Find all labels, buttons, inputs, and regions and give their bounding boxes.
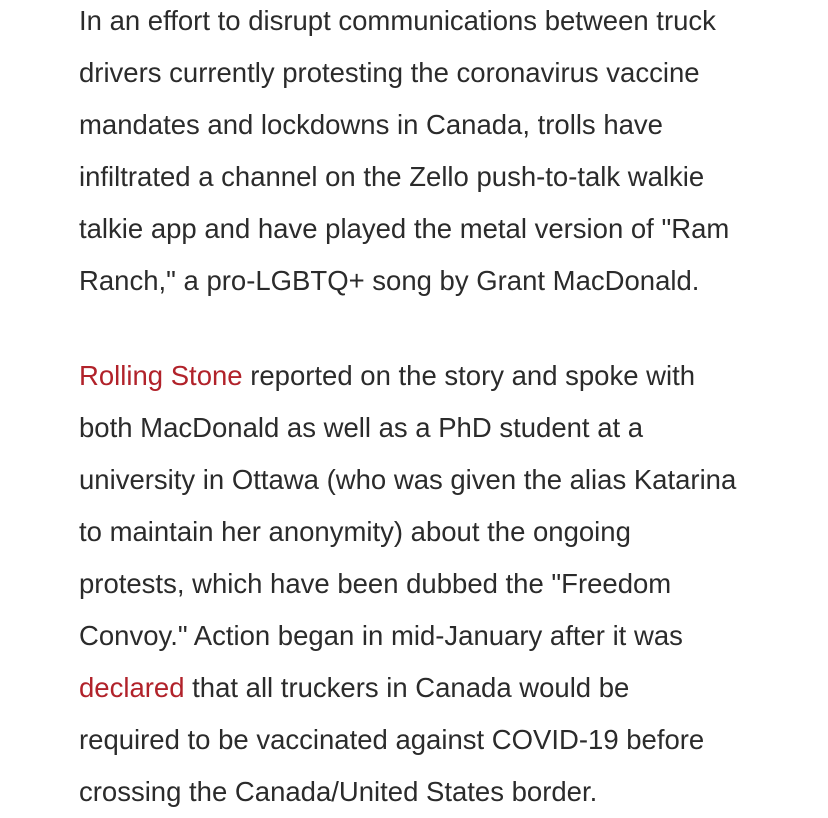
text-line: protests, which have been dubbed the "Freedom [79,568,672,599]
article-body [79,0,779,818]
text-line: drivers currently protesting the coronavirus vaccine [79,57,700,88]
paragraph-2 [79,350,779,818]
text-line: required to be vaccinated against COVID-19 before [79,724,705,755]
text-line: In an effort to disrupt communications between truck [79,5,716,36]
text-line: infiltrated a channel on the Zello push-to-talk walkie [79,161,705,192]
text-line: to maintain her anonymity) about the ongoing [79,516,631,547]
text-line: university in Ottawa (who was given the alias Katarina [79,464,737,495]
text-fragment: reported on the story and spoke with [242,360,696,391]
text-line [79,350,779,402]
text-line: Convoy." Action began in mid-January after it was [79,620,683,651]
paragraph-1 [79,0,779,307]
text-line [79,662,779,714]
text-line: talkie app and have played the metal version of "Ram [79,213,730,244]
text-line: Ranch," a pro-LGBTQ+ song by Grant MacDonald. [79,265,700,296]
text-line: crossing the Canada/United States border. [79,776,598,807]
rolling-stone-link[interactable]: Rolling Stone [79,360,243,391]
text-fragment: that all truckers in Canada would be [184,672,630,703]
declared-link[interactable]: declared [79,672,185,703]
text-line: both MacDonald as well as a PhD student at a [79,412,644,443]
text-line: mandates and lockdowns in Canada, trolls have [79,109,663,140]
